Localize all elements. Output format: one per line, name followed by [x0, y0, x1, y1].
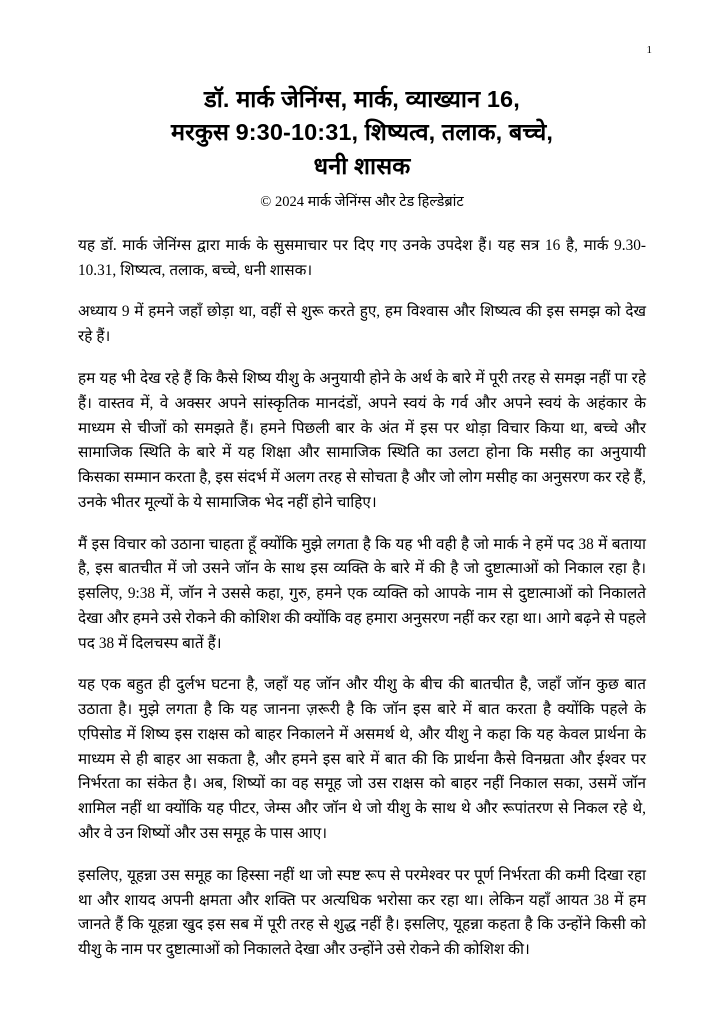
copyright-notice: © 2024 मार्क जेनिंग्स और टेड हिल्डेब्रांट	[260, 194, 464, 211]
paragraph-1: यह डॉ. मार्क जेनिंग्स द्वारा मार्क के सुसमाचार पर दिए गए उनके उपदेश हैं। यह सत्र 16 है, मार्क 9.30-10.31, शिष्यत्व, तलाक, बच्चे, धनी शासक।	[78, 236, 646, 279]
paragraph-3: हम यह भी देख रहे हैं कि कैसे शिष्य यीशु के अनुयायी होने के अर्थ के बारे में पूरी तरह से समझ नहीं पा रहे हैं। वास्तव में, वे अक्सर अपने सांस्कृतिक मानदंडों, अपने स्वयं के गर्व और अपने स्वयं के अहंकार के माध्यम से चीजों को समझते हैं। हमने पिछली बार के अंत में इस पर थोड़ा विचार किया था, बच्चे और सामाजिक स्थिति के बारे में यह शिक्षा और सामाजिक स्थिति का उलटा होना कि मसीह का अनुयायी किसका सम्मान करता है, इस संदर्भ में अलग तरह से सोचता है और जो लोग मसीह का अनुसरण कर रहे हैं, उनके भीतर मूल्यों के ये सामाजिक भेद नहीं होने चाहिए।	[78, 369, 646, 511]
paragraph-2: अध्याय 9 में हमने जहाँ छोड़ा था, वहीं से शुरू करते हुए, हम विश्वास और शिष्यत्व की इस समझ को देख रहे हैं।	[78, 303, 646, 346]
page-number: 1	[646, 44, 652, 56]
title-line-1: डॉ. मार्क जेनिंग्स, मार्क, व्याख्यान 16,	[204, 86, 520, 112]
title-line-2: मरकुस 9:30-10:31, शिष्यत्व, तलाक, बच्चे,	[170, 119, 554, 146]
paragraph-6: इसलिए, यूहन्ना उस समूह का हिस्सा नहीं था जो स्पष्ट रूप से परमेश्वर पर पूर्ण निर्भरता की कमी दिखा रहा था और शायद अपनी क्षमता और शक्ति पर अत्यधिक भरोसा कर रहा था। लेकिन यहाँ आयत 38 में हम जानते हैं कि यूहन्ना खुद इस सब में पूरी तरह से शुद्ध नहीं है। इसलिए, यूहन्ना कहता है कि उन्होंने किसी को यीशु के नाम पर दुष्टात्माओं को निकालते देखा और उन्होंने उसे रोकने की कोशिश की।	[78, 866, 646, 959]
page-title	[78, 83, 646, 183]
paragraph-5: यह एक बहुत ही दुर्लभ घटना है, जहाँ यह जॉन और यीशु के बीच की बातचीत है, जहाँ जॉन कुछ बात उठाता है। मुझे लगता है कि यह जानना ज़रूरी है कि जॉन इस बारे में बात करता है क्योंकि पहले के एपिसोड में शिष्य इस राक्षस को बाहर निकालने में असमर्थ थे, और यीशु ने कहा कि यह केवल प्रार्थना के माध्यम से ही बाहर आ सकता है, और हमने इस बारे में बात की कि प्रार्थना कैसे विनम्रता और ईश्वर पर निर्भरता का संकेत है। अब, शिष्यों का वह समूह जो उस राक्षस को बाहर नहीं निकाल सका, उसमें जॉन शामिल नहीं था क्योंकि यह पीटर, जेम्स और जॉन थे जो यीशु के साथ थे और रूपांतरण से निकल रहे थे, और वे उन शिष्यों और उस समूह के पास आए।	[78, 676, 646, 842]
paragraph-4: मैं इस विचार को उठाना चाहता हूँ क्योंकि मुझे लगता है कि यह भी वही है जो मार्क ने हमें पद 38 में बताया है, इस बातचीत में जो उसने जॉन के साथ इस व्यक्ति के बारे में की है जो दुष्टात्माओं को निकाल रहा है। इसलिए, 9:38 में, जॉन ने उससे कहा, गुरु, हमने एक व्यक्ति को आपके नाम से दुष्टात्माओं को निकालते देखा और हमने उसे रोकने की कोशिश की क्योंकि वह हमारा अनुसरण नहीं कर रहा था। आगे बढ़ने से पहले पद 38 में दिलचस्प बातें हैं।	[78, 535, 646, 652]
title-line-3: धनी शासक	[313, 152, 411, 179]
